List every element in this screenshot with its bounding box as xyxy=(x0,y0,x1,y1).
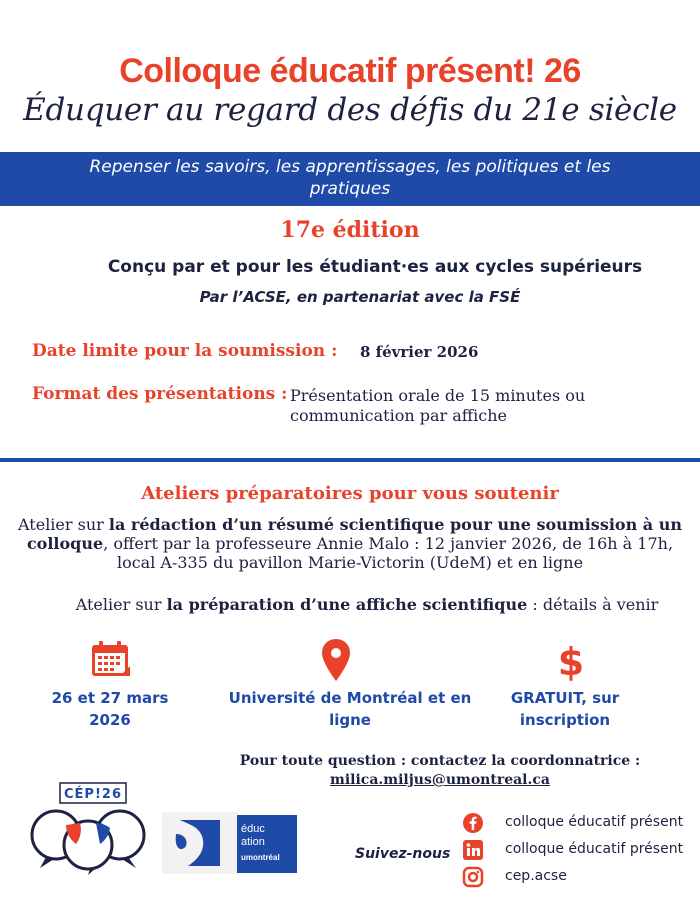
workshop-1 xyxy=(18,515,682,572)
workshop-2-prefix: Atelier sur xyxy=(75,595,167,614)
deadline-value: 8 février 2026 xyxy=(360,343,479,361)
section-divider xyxy=(0,458,700,462)
event-date: 26 et 27 mars 2026 xyxy=(51,689,169,729)
education-umontreal-logo xyxy=(237,815,297,873)
contact-block xyxy=(210,752,670,790)
organizer-text: Par l’ACSE, en partenariat avec la FSÉ xyxy=(199,288,521,306)
audience-text: Conçu par et pour les étudiant·es aux cycles supérieurs xyxy=(107,257,643,277)
fse-logo xyxy=(162,812,238,874)
event-price: GRATUIT, sur inscription xyxy=(510,689,620,729)
workshop-2 xyxy=(0,595,700,614)
calendar-icon xyxy=(90,640,132,680)
page-subtitle: Éduquer au regard des défis du 21e siècle xyxy=(23,92,677,128)
linkedin-label: colloque éducatif présent xyxy=(505,841,684,857)
format-label: Format des présentations : xyxy=(32,384,288,404)
workshop-1-topic: la rédaction d’un résumé scientifique pour une soumission à un colloque xyxy=(26,515,682,553)
facebook-label: colloque éducatif présent xyxy=(505,814,684,830)
edition-label: 17e édition xyxy=(280,217,420,243)
workshop-2-details: : détails à venir xyxy=(527,595,659,614)
location-pin-icon xyxy=(321,638,351,682)
contact-email-link[interactable]: milica.miljus@umontreal.ca xyxy=(330,772,550,788)
workshops-title: Ateliers préparatoires pour vous soutenir xyxy=(141,483,559,504)
dollar-icon xyxy=(556,640,586,682)
workshop-1-prefix: Atelier sur xyxy=(18,515,109,534)
follow-us-label: Suivez-nous xyxy=(355,846,451,862)
edu-logo-line1: éduc xyxy=(241,823,265,835)
contact-question: Pour toute question : contactez la coordonnatrice : xyxy=(239,753,641,769)
facebook-icon xyxy=(462,812,484,834)
event-location: Université de Montréal et en ligne xyxy=(228,689,472,729)
cep-logo-text: CÉP!26 xyxy=(64,787,122,802)
format-value: Présentation orale de 15 minutes ou communication par affiche xyxy=(290,386,586,425)
instagram-label: cep.acse xyxy=(505,868,567,884)
workshop-1-details: , offert par la professeure Annie Malo : 12 janvier 2026, de 16h à 17h, local A-335 du pavillon Marie-Victorin (UdeM) et en ligne xyxy=(103,534,674,572)
linkedin-icon xyxy=(462,839,484,861)
svg-text:$: $ xyxy=(557,640,585,682)
instagram-icon xyxy=(462,866,484,888)
cep-logo xyxy=(28,780,148,875)
edu-logo-line2: ation xyxy=(241,836,265,848)
workshop-2-topic: la préparation d’une affiche scientifique xyxy=(166,595,528,614)
theme-banner-text: Repenser les savoirs, les apprentissages, les politiques et les pratiques xyxy=(89,157,611,199)
fse-mark xyxy=(162,812,238,874)
edu-logo-line3: umontréal xyxy=(241,853,280,862)
deadline-label: Date limite pour la soumission : xyxy=(32,341,338,361)
page-title: Colloque éducatif présent! 26 xyxy=(119,52,581,90)
